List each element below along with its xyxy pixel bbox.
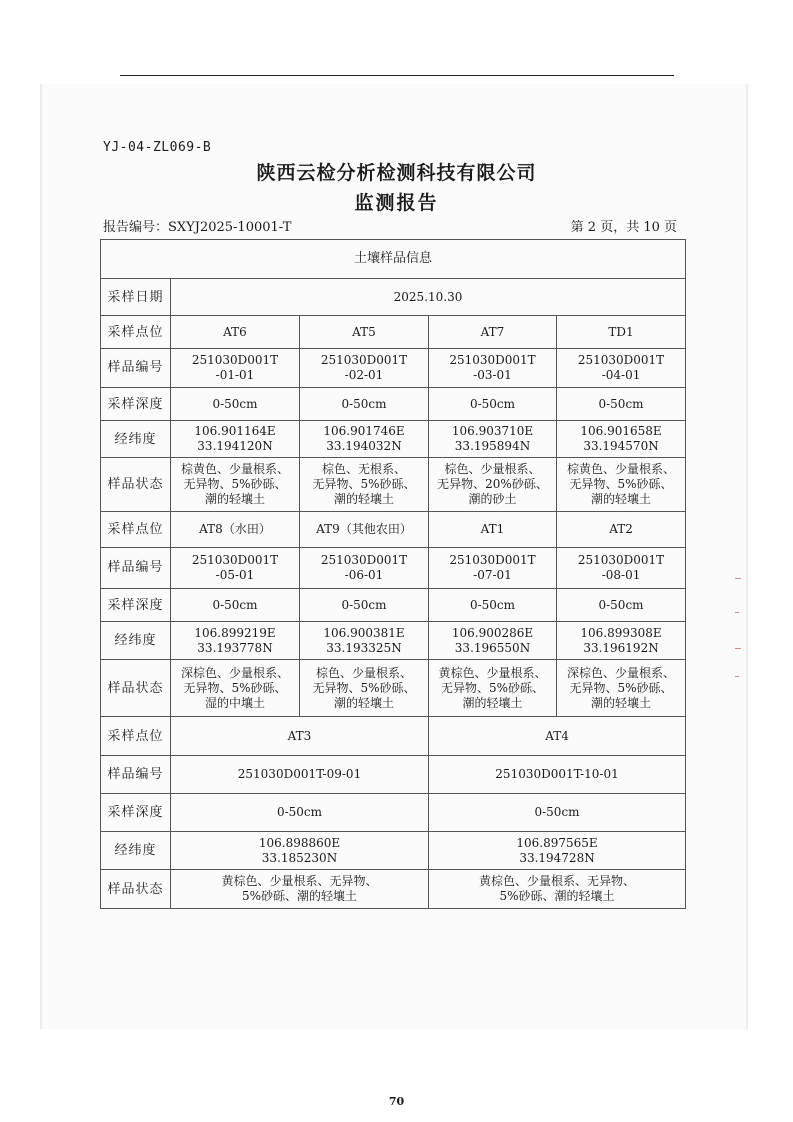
scan-edge-right (746, 84, 748, 1029)
depth-cell: 0-50cm (557, 588, 686, 622)
depth-cell: 0-50cm (171, 793, 429, 832)
coords-cell: 106.901658E 33.194570N (557, 421, 686, 458)
depth-cell: 0-50cm (300, 387, 429, 421)
label-coords: 经纬度 (101, 832, 171, 870)
coords-cell: 106.900381E 33.193325N (300, 622, 429, 660)
state-cell: 深棕色、少量根系、 无异物、5%砂砾、 潮的轻壤土 (557, 660, 686, 717)
coords-cell: 106.901746E 33.194032N (300, 421, 429, 458)
sample-no-cell: 251030D001T -03-01 (429, 349, 557, 388)
label-point: 采样点位 (101, 316, 171, 349)
depth-cell: 0-50cm (171, 387, 300, 421)
seal-edge-mark (735, 578, 741, 579)
document-code: YJ-04-ZL069-B (103, 140, 212, 155)
label-coords: 经纬度 (101, 622, 171, 660)
sample-no-cell: 251030D001T -05-01 (171, 547, 300, 588)
label-point: 采样点位 (101, 717, 171, 756)
coords-cell: 106.897565E 33.194728N (429, 832, 686, 870)
sample-no-cell: 251030D001T -02-01 (300, 349, 429, 388)
sample-no-cell: 251030D001T -06-01 (300, 547, 429, 588)
state-cell: 黄棕色、少量根系、无异物、 5%砂砾、潮的轻壤土 (171, 870, 429, 909)
label-point: 采样点位 (101, 512, 171, 548)
header-rule (120, 75, 674, 76)
label-state: 样品状态 (101, 660, 171, 717)
depth-cell: 0-50cm (300, 588, 429, 622)
coords-cell: 106.903710E 33.195894N (429, 421, 557, 458)
sampling-date: 2025.10.30 (171, 278, 686, 316)
scan-edge-left (40, 84, 42, 1029)
point-cell: AT7 (429, 316, 557, 349)
label-depth: 采样深度 (101, 793, 171, 832)
point-cell: TD1 (557, 316, 686, 349)
coords-cell: 106.898860E 33.185230N (171, 832, 429, 870)
state-cell: 棕色、少量根系、 无异物、5%砂砾、 潮的轻壤土 (300, 660, 429, 717)
sample-no-cell: 251030D001T -07-01 (429, 547, 557, 588)
coords-cell: 106.899308E 33.196192N (557, 622, 686, 660)
page-number: 70 (388, 1095, 405, 1108)
depth-cell: 0-50cm (429, 793, 686, 832)
table-title: 土壤样品信息 (101, 240, 686, 279)
state-cell: 深棕色、少量根系、 无异物、5%砂砾、 湿的中壤土 (171, 660, 300, 717)
state-cell: 棕色、少量根系、 无异物、20%砂砾、 潮的砂土 (429, 458, 557, 512)
seal-edge-mark (735, 612, 739, 613)
state-cell: 棕黄色、少量根系、 无异物、5%砂砾、 潮的轻壤土 (557, 458, 686, 512)
label-sample-no: 样品编号 (101, 547, 171, 588)
company-name: 陕西云检分析检测科技有限公司 (256, 162, 537, 184)
state-cell: 棕黄色、少量根系、 无异物、5%砂砾、 潮的轻壤土 (171, 458, 300, 512)
point-cell: AT4 (429, 717, 686, 756)
label-state: 样品状态 (101, 458, 171, 512)
state-cell: 黄棕色、少量根系、 无异物、5%砂砾、 潮的轻壤土 (429, 660, 557, 717)
label-sample-no: 样品编号 (101, 349, 171, 388)
sample-no-cell: 251030D001T-09-01 (171, 755, 429, 793)
label-depth: 采样深度 (101, 588, 171, 622)
report-title: 监测报告 (354, 192, 439, 214)
report-number: 报告编号：SXYJ2025-10001-T (103, 220, 292, 235)
coords-cell: 106.901164E 33.194120N (171, 421, 300, 458)
sample-no-cell: 251030D001T -01-01 (171, 349, 300, 388)
state-cell: 黄棕色、少量根系、无异物、 5%砂砾、潮的轻壤土 (429, 870, 686, 909)
point-cell: AT8（水田） (171, 512, 300, 548)
sample-no-cell: 251030D001T -04-01 (557, 349, 686, 388)
page-info: 第 2 页，共 10 页 (570, 220, 677, 235)
label-depth: 采样深度 (101, 387, 171, 421)
label-coords: 经纬度 (101, 421, 171, 458)
seal-edge-mark (735, 676, 739, 677)
sample-no-cell: 251030D001T -08-01 (557, 547, 686, 588)
seal-edge-mark (735, 648, 741, 649)
point-cell: AT6 (171, 316, 300, 349)
label-sample-no: 样品编号 (101, 755, 171, 793)
depth-cell: 0-50cm (429, 588, 557, 622)
point-cell: AT5 (300, 316, 429, 349)
depth-cell: 0-50cm (171, 588, 300, 622)
sample-no-cell: 251030D001T-10-01 (429, 755, 686, 793)
coords-cell: 106.900286E 33.196550N (429, 622, 557, 660)
state-cell: 棕色、无根系、 无异物、5%砂砾、 潮的轻壤土 (300, 458, 429, 512)
label-state: 样品状态 (101, 870, 171, 909)
depth-cell: 0-50cm (557, 387, 686, 421)
point-cell: AT2 (557, 512, 686, 548)
depth-cell: 0-50cm (429, 387, 557, 421)
label-date: 采样日期 (101, 278, 171, 316)
point-cell: AT1 (429, 512, 557, 548)
coords-cell: 106.899219E 33.193778N (171, 622, 300, 660)
point-cell: AT3 (171, 717, 429, 756)
soil-sample-table (100, 239, 686, 909)
point-cell: AT9（其他农田） (300, 512, 429, 548)
